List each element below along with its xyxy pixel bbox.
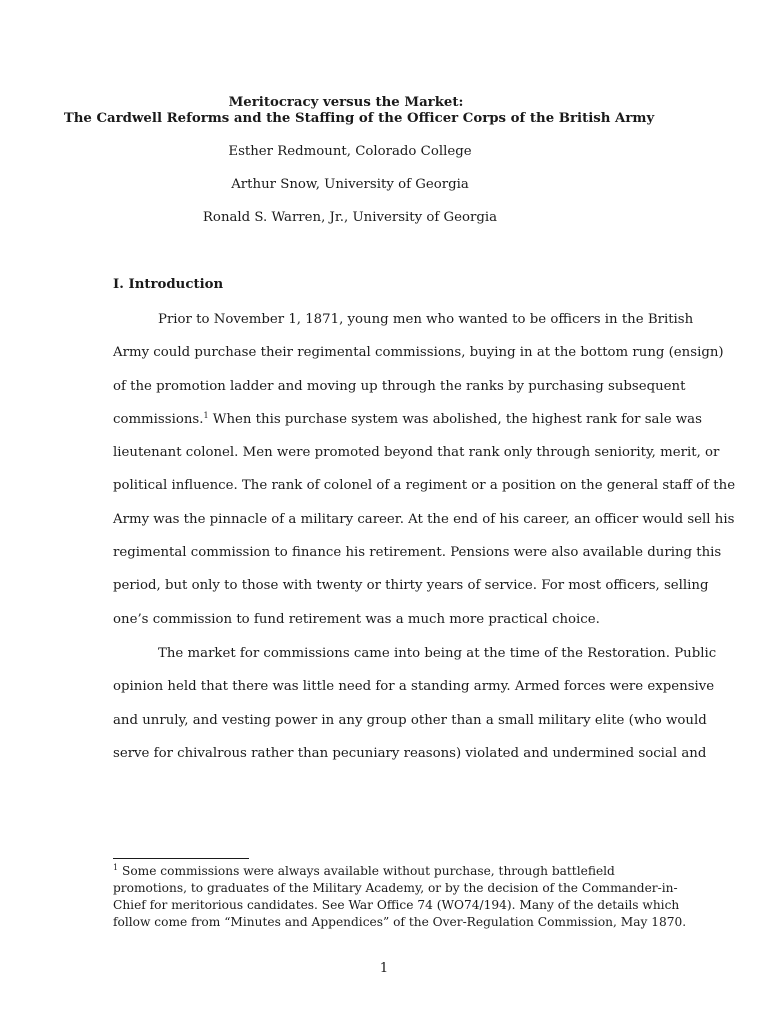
paper-title-line1: Meritocracy versus the Market: (228, 95, 464, 110)
author-3: Ronald S. Warren, Jr., University of Georgia (202, 210, 498, 225)
paragraph-line (113, 403, 702, 436)
paragraph-line-text: commissions. (113, 411, 204, 427)
paragraph-line: one’s commission to fund retirement was a much more practical choice. (113, 611, 600, 627)
paper-title-line2: The Cardwell Reforms and the Staffing of the Officer Corps of the British Army (63, 111, 655, 126)
paragraph-line: Prior to November 1, 1871, young men who wanted to be officers in the British (158, 312, 694, 327)
paragraph-line: opinion held that there was little need for a standing army. Armed forces were expensive (113, 679, 715, 695)
paragraph-2 (113, 637, 717, 770)
paragraph-line: of the promotion ladder and moving up through the ranks by purchasing subsequent (113, 378, 686, 394)
paragraph-line: political influence. The rank of colonel of a regiment or a position on the general staff of the (113, 478, 736, 494)
paragraph-line: and unruly, and vesting power in any group other than a small military elite (who would (113, 712, 707, 728)
paragraph-line: lieutenant colonel. Men were promoted beyond that rank only through seniority, merit, or (113, 445, 720, 461)
paragraph-line: regimental commission to finance his retirement. Pensions were also available during this (113, 545, 722, 561)
paragraph-line: Army could purchase their regimental commissions, buying in at the bottom rung (ensign) (113, 345, 724, 361)
footnote-line: follow come from “Minutes and Appendices” of the Over-Regulation Commission, May 1870. (113, 915, 687, 929)
footnote (113, 863, 687, 931)
section-heading: I. Introduction (113, 277, 224, 292)
footnote-line: Chief for meritorious candidates. See War Office 74 (WO74/194). Many of the details which (113, 898, 680, 912)
paragraph-line: serve for chivalrous rather than pecuniary reasons) violated and undermined social and (113, 745, 707, 761)
paragraph-line: period, but only to those with twenty or thirty years of service. For most officers, selling (113, 578, 709, 594)
page-number: 1 (379, 961, 389, 976)
author-1: Esther Redmount, Colorado College (228, 144, 472, 159)
paragraph-line: Army was the pinnacle of a military career. At the end of his career, an officer would sell his (113, 511, 735, 527)
footnote-line: promotions, to graduates of the Military Academy, or by the decision of the Commander-in- (113, 881, 678, 895)
footnote-line (113, 863, 661, 880)
paragraph-1 (113, 303, 736, 636)
footnote-divider (113, 858, 249, 859)
footnote-number: 1 (113, 863, 119, 872)
footnote-line-text: Some commissions were always available without purchase, through battlefield (118, 864, 615, 878)
author-2: Arthur Snow, University of Georgia (231, 177, 469, 192)
footnote-reference[interactable]: 1 (203, 410, 209, 420)
paragraph-line-text: When this purchase system was abolished, the highest rank for sale was (208, 411, 702, 427)
paragraph-line: The market for commissions came into being at the time of the Restoration. Public (158, 646, 717, 661)
